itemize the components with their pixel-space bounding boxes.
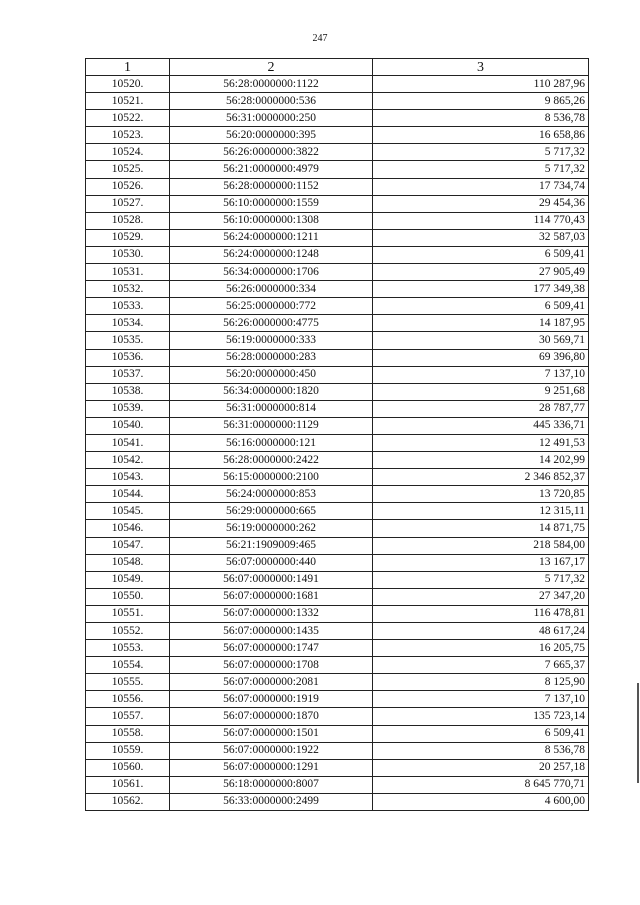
cadastral-number: 56:21:0000000:4979	[170, 161, 373, 178]
cadastral-number: 56:10:0000000:1308	[170, 212, 373, 229]
row-number: 10526.	[86, 178, 170, 195]
row-number: 10528.	[86, 212, 170, 229]
cadastral-value: 110 287,96	[373, 76, 589, 93]
cadastral-value: 17 734,74	[373, 178, 589, 195]
row-number: 10535.	[86, 332, 170, 349]
row-number: 10562.	[86, 793, 170, 810]
table-row	[86, 793, 589, 810]
cadastral-number: 56:34:0000000:1706	[170, 264, 373, 281]
cadastral-number: 56:20:0000000:450	[170, 366, 373, 383]
table-row	[86, 383, 589, 400]
cadastral-number: 56:31:0000000:814	[170, 400, 373, 417]
cadastral-value: 7 665,37	[373, 657, 589, 674]
row-number: 10547.	[86, 537, 170, 554]
table-header-row	[86, 59, 589, 76]
table-row	[86, 110, 589, 127]
cadastral-number: 56:34:0000000:1820	[170, 383, 373, 400]
table-row	[86, 588, 589, 605]
table-row	[86, 657, 589, 674]
cadastral-value: 4 600,00	[373, 793, 589, 810]
row-number: 10555.	[86, 674, 170, 691]
row-number: 10561.	[86, 776, 170, 793]
cadastral-number: 56:07:0000000:1747	[170, 640, 373, 657]
cadastral-value: 13 167,17	[373, 554, 589, 571]
cadastral-value: 7 137,10	[373, 366, 589, 383]
cadastral-value: 177 349,38	[373, 281, 589, 298]
row-number: 10538.	[86, 383, 170, 400]
cadastral-number: 56:07:0000000:1501	[170, 725, 373, 742]
cadastral-number: 56:28:0000000:536	[170, 93, 373, 110]
cadastral-value: 8 645 770,71	[373, 776, 589, 793]
cadastral-number: 56:24:0000000:1211	[170, 229, 373, 246]
scan-edge-mark	[637, 683, 639, 783]
cadastral-value: 218 584,00	[373, 537, 589, 554]
table-row	[86, 212, 589, 229]
table-row	[86, 537, 589, 554]
table-row	[86, 776, 589, 793]
cadastral-value: 9 251,68	[373, 383, 589, 400]
cadastral-number: 56:26:0000000:4775	[170, 315, 373, 332]
row-number: 10546.	[86, 520, 170, 537]
table-row	[86, 640, 589, 657]
cadastral-value: 16 658,86	[373, 127, 589, 144]
row-number: 10539.	[86, 400, 170, 417]
table-row	[86, 623, 589, 640]
row-number: 10537.	[86, 366, 170, 383]
row-number: 10557.	[86, 708, 170, 725]
cadastral-value: 28 787,77	[373, 400, 589, 417]
row-number: 10552.	[86, 623, 170, 640]
cadastral-number: 56:19:0000000:333	[170, 332, 373, 349]
table-row	[86, 605, 589, 622]
cadastral-number: 56:07:0000000:1491	[170, 571, 373, 588]
table-row	[86, 452, 589, 469]
row-number: 10551.	[86, 605, 170, 622]
table-row	[86, 742, 589, 759]
row-number: 10521.	[86, 93, 170, 110]
cadastral-value: 14 871,75	[373, 520, 589, 537]
row-number: 10544.	[86, 486, 170, 503]
cadastral-number: 56:28:0000000:1122	[170, 76, 373, 93]
cadastral-number: 56:07:0000000:1291	[170, 759, 373, 776]
row-number: 10554.	[86, 657, 170, 674]
table-row	[86, 144, 589, 161]
cadastral-number: 56:07:0000000:1708	[170, 657, 373, 674]
cadastral-value: 14 187,95	[373, 315, 589, 332]
table-row	[86, 691, 589, 708]
cadastral-number: 56:20:0000000:395	[170, 127, 373, 144]
row-number: 10540.	[86, 417, 170, 434]
cadastral-value: 9 865,26	[373, 93, 589, 110]
table-row	[86, 246, 589, 263]
row-number: 10522.	[86, 110, 170, 127]
cadastral-number: 56:07:0000000:1681	[170, 588, 373, 605]
cadastral-value: 27 905,49	[373, 264, 589, 281]
table-row	[86, 554, 589, 571]
row-number: 10560.	[86, 759, 170, 776]
cadastral-number: 56:29:0000000:665	[170, 503, 373, 520]
cadastral-value: 2 346 852,37	[373, 469, 589, 486]
cadastral-number: 56:24:0000000:853	[170, 486, 373, 503]
table-row	[86, 759, 589, 776]
cadastral-value: 8 536,78	[373, 110, 589, 127]
cadastral-number: 56:07:0000000:1870	[170, 708, 373, 725]
table-row	[86, 366, 589, 383]
row-number: 10556.	[86, 691, 170, 708]
cadastral-number: 56:10:0000000:1559	[170, 195, 373, 212]
row-number: 10527.	[86, 195, 170, 212]
row-number: 10545.	[86, 503, 170, 520]
column-header-1: 1	[86, 59, 170, 76]
cadastral-value: 6 509,41	[373, 246, 589, 263]
row-number: 10530.	[86, 246, 170, 263]
table-row	[86, 298, 589, 315]
cadastral-number: 56:31:0000000:1129	[170, 417, 373, 434]
cadastral-value: 6 509,41	[373, 298, 589, 315]
cadastral-number: 56:15:0000000:2100	[170, 469, 373, 486]
cadastral-value: 32 587,03	[373, 229, 589, 246]
cadastral-value: 6 509,41	[373, 725, 589, 742]
row-number: 10541.	[86, 434, 170, 451]
row-number: 10559.	[86, 742, 170, 759]
table-row	[86, 469, 589, 486]
table-row	[86, 315, 589, 332]
cadastral-value: 8 536,78	[373, 742, 589, 759]
cadastral-value: 135 723,14	[373, 708, 589, 725]
cadastral-number: 56:24:0000000:1248	[170, 246, 373, 263]
table-row	[86, 264, 589, 281]
row-number: 10542.	[86, 452, 170, 469]
table-row	[86, 195, 589, 212]
table-row	[86, 281, 589, 298]
cadastral-value: 48 617,24	[373, 623, 589, 640]
cadastral-number: 56:07:0000000:1435	[170, 623, 373, 640]
row-number: 10534.	[86, 315, 170, 332]
cadastral-number: 56:26:0000000:3822	[170, 144, 373, 161]
cadastral-value: 5 717,32	[373, 161, 589, 178]
cadastral-value: 16 205,75	[373, 640, 589, 657]
row-number: 10558.	[86, 725, 170, 742]
column-header-2: 2	[170, 59, 373, 76]
cadastral-value: 27 347,20	[373, 588, 589, 605]
cadastral-value: 69 396,80	[373, 349, 589, 366]
cadastral-value: 5 717,32	[373, 144, 589, 161]
cadastral-number: 56:19:0000000:262	[170, 520, 373, 537]
table-row	[86, 400, 589, 417]
table-row	[86, 93, 589, 110]
table-body	[86, 76, 589, 811]
row-number: 10553.	[86, 640, 170, 657]
cadastral-number: 56:28:0000000:2422	[170, 452, 373, 469]
row-number: 10548.	[86, 554, 170, 571]
cadastral-value: 14 202,99	[373, 452, 589, 469]
row-number: 10531.	[86, 264, 170, 281]
table-row	[86, 178, 589, 195]
cadastral-number: 56:07:0000000:2081	[170, 674, 373, 691]
cadastral-value: 30 569,71	[373, 332, 589, 349]
cadastral-value: 12 491,53	[373, 434, 589, 451]
cadastral-number: 56:28:0000000:1152	[170, 178, 373, 195]
table-row	[86, 725, 589, 742]
table-row	[86, 76, 589, 93]
page-number: 247	[312, 33, 328, 44]
table-row	[86, 708, 589, 725]
table-row	[86, 520, 589, 537]
table-row	[86, 349, 589, 366]
cadastral-value: 116 478,81	[373, 605, 589, 622]
row-number: 10532.	[86, 281, 170, 298]
cadastral-value: 29 454,36	[373, 195, 589, 212]
cadastral-value: 114 770,43	[373, 212, 589, 229]
table-row	[86, 674, 589, 691]
row-number: 10524.	[86, 144, 170, 161]
row-number: 10520.	[86, 76, 170, 93]
table-row	[86, 127, 589, 144]
table-row	[86, 503, 589, 520]
row-number: 10529.	[86, 229, 170, 246]
row-number: 10533.	[86, 298, 170, 315]
cadastral-number: 56:28:0000000:283	[170, 349, 373, 366]
cadastral-number: 56:31:0000000:250	[170, 110, 373, 127]
table-row	[86, 417, 589, 434]
table-row	[86, 229, 589, 246]
cadastral-number: 56:33:0000000:2499	[170, 793, 373, 810]
row-number: 10536.	[86, 349, 170, 366]
cadastral-number: 56:16:0000000:121	[170, 434, 373, 451]
row-number: 10525.	[86, 161, 170, 178]
cadastral-number: 56:07:0000000:1332	[170, 605, 373, 622]
cadastral-number: 56:07:0000000:440	[170, 554, 373, 571]
cadastral-number: 56:25:0000000:772	[170, 298, 373, 315]
cadastral-value-table	[85, 58, 589, 811]
cadastral-value: 8 125,90	[373, 674, 589, 691]
cadastral-number: 56:26:0000000:334	[170, 281, 373, 298]
table-row	[86, 571, 589, 588]
cadastral-value: 20 257,18	[373, 759, 589, 776]
column-header-3: 3	[373, 59, 589, 76]
cadastral-value: 7 137,10	[373, 691, 589, 708]
cadastral-number: 56:07:0000000:1919	[170, 691, 373, 708]
row-number: 10550.	[86, 588, 170, 605]
cadastral-value: 445 336,71	[373, 417, 589, 434]
cadastral-number: 56:18:0000000:8007	[170, 776, 373, 793]
row-number: 10549.	[86, 571, 170, 588]
cadastral-value: 12 315,11	[373, 503, 589, 520]
row-number: 10523.	[86, 127, 170, 144]
cadastral-value: 5 717,32	[373, 571, 589, 588]
row-number: 10543.	[86, 469, 170, 486]
table-row	[86, 486, 589, 503]
table-row	[86, 332, 589, 349]
table-row	[86, 434, 589, 451]
cadastral-number: 56:21:1909009:465	[170, 537, 373, 554]
table-row	[86, 161, 589, 178]
cadastral-number: 56:07:0000000:1922	[170, 742, 373, 759]
cadastral-value: 13 720,85	[373, 486, 589, 503]
